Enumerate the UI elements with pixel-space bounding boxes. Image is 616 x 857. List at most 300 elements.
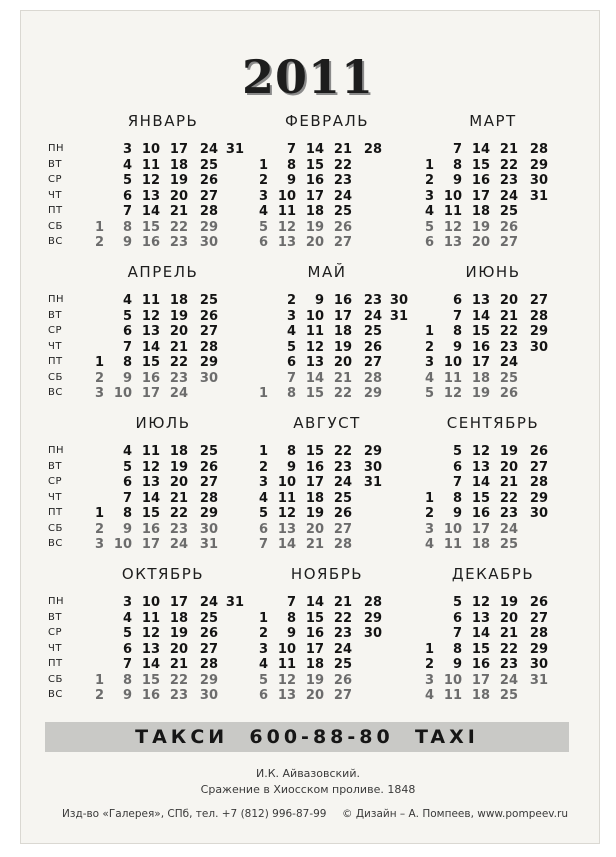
day-number: 22 xyxy=(499,641,518,657)
day-number: 13 xyxy=(277,235,296,250)
day-number: 20 xyxy=(305,521,324,537)
day-number: 10 xyxy=(141,595,160,610)
day-number: 20 xyxy=(169,641,188,657)
day-number: 9 xyxy=(452,506,462,521)
day-number: 17 xyxy=(169,142,188,157)
day-number: 9 xyxy=(452,657,462,672)
day-number: 6 xyxy=(122,641,132,657)
week-row xyxy=(378,293,568,309)
day-number: 14 xyxy=(305,595,324,610)
day-number: 11 xyxy=(277,204,296,219)
day-label: ЧТ xyxy=(48,491,62,503)
week-row xyxy=(212,491,402,507)
week-row xyxy=(378,340,568,356)
week-row xyxy=(378,657,568,673)
day-number: 10 xyxy=(141,142,160,157)
day-number: 12 xyxy=(277,219,296,235)
day-number: 29 xyxy=(199,355,218,370)
day-label: СБ xyxy=(48,371,63,383)
day-number: 17 xyxy=(471,521,490,537)
day-number: 18 xyxy=(305,204,324,219)
day-number: 7 xyxy=(258,537,268,552)
day-number: 10 xyxy=(277,188,296,204)
month-name: АПРЕЛЬ xyxy=(127,263,199,281)
day-number: 28 xyxy=(199,204,218,219)
day-number: 9 xyxy=(452,173,462,188)
day-number: 7 xyxy=(452,475,462,490)
month-4 xyxy=(48,263,228,403)
day-number: 15 xyxy=(141,506,160,521)
day-number: 17 xyxy=(333,308,352,324)
month-7 xyxy=(48,414,228,554)
day-number: 18 xyxy=(333,324,352,339)
day-number: 9 xyxy=(452,339,462,355)
day-label: ВС xyxy=(48,538,63,549)
month-3 xyxy=(378,112,558,252)
day-number: 14 xyxy=(141,204,160,219)
day-number: 15 xyxy=(471,157,490,173)
day-number: 8 xyxy=(452,641,462,657)
day-number: 5 xyxy=(122,626,132,641)
day-number: 14 xyxy=(141,490,160,506)
week-row xyxy=(212,308,408,325)
day-number: 26 xyxy=(333,219,352,235)
day-number: 2 xyxy=(258,173,268,188)
day-number: 20 xyxy=(169,188,188,204)
day-number: 9 xyxy=(286,173,296,188)
day-number: 4 xyxy=(424,688,434,703)
day-number: 24 xyxy=(499,355,518,370)
day-number: 28 xyxy=(529,308,548,324)
week-row xyxy=(48,204,238,220)
day-number: 7 xyxy=(122,657,132,672)
day-number: 4 xyxy=(122,293,132,308)
day-number: 21 xyxy=(333,370,352,386)
day-number: 7 xyxy=(286,595,296,610)
day-number: 11 xyxy=(443,537,462,552)
day-number: 24 xyxy=(169,386,188,401)
week-row xyxy=(212,444,402,460)
day-number: 10 xyxy=(113,386,132,401)
day-number: 3 xyxy=(424,672,434,688)
week-row xyxy=(48,220,238,236)
day-number: 16 xyxy=(141,370,160,386)
day-number: 15 xyxy=(141,355,160,370)
day-label: ЧТ xyxy=(48,340,62,352)
day-number: 5 xyxy=(258,219,268,235)
week-row xyxy=(212,595,402,611)
day-number: 23 xyxy=(169,370,188,386)
week-row xyxy=(48,642,238,658)
day-number: 23 xyxy=(169,688,188,703)
day-number: 14 xyxy=(141,339,160,355)
day-number: 19 xyxy=(169,308,188,324)
day-number: 23 xyxy=(499,657,518,672)
day-number: 30 xyxy=(529,173,548,188)
week-row xyxy=(378,309,568,325)
day-number: 6 xyxy=(424,235,434,250)
day-number: 3 xyxy=(258,475,268,490)
day-number: 26 xyxy=(529,444,548,459)
day-label: ПН xyxy=(48,294,65,305)
day-number: 31 xyxy=(225,595,244,610)
day-number: 19 xyxy=(499,444,518,459)
day-number: 4 xyxy=(258,204,268,219)
day-number: 18 xyxy=(169,293,188,308)
week-row xyxy=(378,173,568,189)
day-number: 12 xyxy=(141,626,160,641)
day-number: 10 xyxy=(277,475,296,490)
day-number: 23 xyxy=(333,459,352,475)
week-row xyxy=(212,340,402,356)
day-number: 3 xyxy=(122,142,132,157)
week-row xyxy=(212,460,402,476)
day-number: 26 xyxy=(199,459,218,475)
day-number: 13 xyxy=(443,235,462,250)
day-number: 22 xyxy=(169,219,188,235)
day-number: 21 xyxy=(499,308,518,324)
month-name: НОЯБРЬ xyxy=(290,565,364,583)
day-number: 27 xyxy=(333,521,352,537)
day-number: 16 xyxy=(333,293,352,308)
day-number: 11 xyxy=(443,370,462,386)
day-number: 11 xyxy=(141,293,160,308)
day-number: 30 xyxy=(389,293,408,308)
day-number: 16 xyxy=(141,235,160,250)
day-number: 13 xyxy=(305,355,324,370)
week-row xyxy=(212,220,402,236)
week-row xyxy=(212,626,402,642)
day-number: 5 xyxy=(452,595,462,610)
day-number: 20 xyxy=(499,293,518,308)
day-number: 9 xyxy=(286,459,296,475)
day-number: 10 xyxy=(443,188,462,204)
day-number: 6 xyxy=(286,355,296,370)
week-row xyxy=(378,355,568,371)
week-row xyxy=(212,173,402,189)
day-number: 31 xyxy=(199,537,218,552)
month-name: ИЮЛЬ xyxy=(135,414,191,432)
week-row xyxy=(48,235,238,251)
day-number: 10 xyxy=(443,355,462,370)
day-number: 6 xyxy=(452,293,462,308)
month-name: СЕНТЯБРЬ xyxy=(446,414,540,432)
week-row xyxy=(378,220,568,236)
day-number: 29 xyxy=(199,506,218,521)
day-number: 1 xyxy=(94,355,104,370)
day-number: 29 xyxy=(199,219,218,235)
day-number: 25 xyxy=(499,537,518,552)
week-row xyxy=(378,324,568,340)
day-number: 15 xyxy=(141,219,160,235)
day-label: ЧТ xyxy=(48,642,62,654)
day-number: 10 xyxy=(277,641,296,657)
day-number: 1 xyxy=(258,386,268,401)
day-number: 11 xyxy=(141,610,160,626)
day-number: 27 xyxy=(199,324,218,339)
week-row xyxy=(48,309,238,325)
day-number: 6 xyxy=(258,521,268,537)
day-number: 10 xyxy=(443,521,462,537)
day-number: 17 xyxy=(141,386,160,401)
day-number: 30 xyxy=(529,339,548,355)
day-number: 18 xyxy=(471,537,490,552)
day-label: ПН xyxy=(48,596,65,607)
week-row xyxy=(212,657,402,673)
week-row xyxy=(212,522,402,538)
day-number: 6 xyxy=(452,459,462,475)
day-number: 21 xyxy=(333,595,352,610)
day-number: 5 xyxy=(258,672,268,688)
day-number: 10 xyxy=(305,308,324,324)
day-number: 10 xyxy=(443,672,462,688)
day-number: 8 xyxy=(122,672,132,688)
day-number: 3 xyxy=(286,308,296,324)
week-row xyxy=(48,142,244,158)
day-label: СР xyxy=(48,325,63,336)
day-number: 11 xyxy=(305,324,324,339)
day-number: 24 xyxy=(499,521,518,537)
day-number: 9 xyxy=(122,688,132,703)
day-number: 23 xyxy=(169,521,188,537)
day-number: 22 xyxy=(333,157,352,173)
week-row xyxy=(378,522,568,538)
day-number: 22 xyxy=(499,490,518,506)
day-number: 7 xyxy=(452,142,462,157)
day-number: 15 xyxy=(305,157,324,173)
day-number: 27 xyxy=(529,293,548,308)
day-number: 23 xyxy=(169,235,188,250)
day-number: 12 xyxy=(443,386,462,401)
day-number: 31 xyxy=(529,188,548,204)
day-number: 16 xyxy=(141,521,160,537)
week-row xyxy=(378,142,568,158)
day-number: 29 xyxy=(529,157,548,173)
day-number: 28 xyxy=(199,490,218,506)
day-number: 12 xyxy=(471,595,490,610)
day-number: 15 xyxy=(305,610,324,626)
day-label: ПН xyxy=(48,445,65,456)
day-number: 4 xyxy=(258,657,268,672)
day-number: 12 xyxy=(141,459,160,475)
day-number: 7 xyxy=(452,626,462,641)
week-row xyxy=(48,371,238,387)
day-number: 27 xyxy=(363,355,382,370)
week-row xyxy=(48,491,238,507)
day-number: 19 xyxy=(305,506,324,521)
day-number: 30 xyxy=(529,506,548,521)
day-number: 31 xyxy=(389,308,408,324)
day-number: 1 xyxy=(94,672,104,688)
day-number: 29 xyxy=(529,324,548,339)
week-row xyxy=(212,355,402,371)
day-number: 8 xyxy=(122,506,132,521)
day-number: 27 xyxy=(333,688,352,703)
day-number: 18 xyxy=(471,204,490,219)
day-number: 25 xyxy=(333,490,352,506)
day-number: 31 xyxy=(225,142,244,157)
day-number: 17 xyxy=(141,537,160,552)
day-number: 3 xyxy=(258,641,268,657)
week-row xyxy=(378,642,568,658)
day-number: 18 xyxy=(305,490,324,506)
day-number: 13 xyxy=(471,610,490,626)
month-11 xyxy=(212,565,392,705)
day-number: 28 xyxy=(363,142,382,157)
painting-title: Сражение в Хиосском проливе. 1848 xyxy=(200,783,416,796)
day-number: 28 xyxy=(363,595,382,610)
month-1 xyxy=(48,112,244,252)
day-number: 13 xyxy=(141,324,160,339)
day-number: 11 xyxy=(277,490,296,506)
week-row xyxy=(48,626,238,642)
week-row xyxy=(212,371,402,387)
day-number: 9 xyxy=(314,293,324,308)
day-label: ВС xyxy=(48,387,63,398)
day-number: 27 xyxy=(529,459,548,475)
day-number: 16 xyxy=(305,173,324,188)
day-number: 17 xyxy=(305,475,324,490)
day-number: 5 xyxy=(122,459,132,475)
week-row xyxy=(212,537,402,553)
day-number: 7 xyxy=(286,142,296,157)
day-number: 5 xyxy=(286,339,296,355)
day-number: 3 xyxy=(94,537,104,552)
day-number: 23 xyxy=(499,339,518,355)
month-name: МАЙ xyxy=(307,263,347,281)
week-row xyxy=(212,386,402,402)
day-number: 29 xyxy=(199,672,218,688)
day-number: 14 xyxy=(277,537,296,552)
day-number: 28 xyxy=(199,339,218,355)
day-number: 29 xyxy=(363,444,382,459)
day-number: 27 xyxy=(499,235,518,250)
week-row xyxy=(212,324,402,340)
day-number: 7 xyxy=(122,204,132,219)
month-name: ФЕВРАЛЬ xyxy=(284,112,370,130)
day-number: 19 xyxy=(471,386,490,401)
day-number: 1 xyxy=(94,506,104,521)
month-name: МАРТ xyxy=(469,112,517,130)
month-9 xyxy=(378,414,558,554)
week-row xyxy=(212,158,402,174)
day-number: 17 xyxy=(169,595,188,610)
day-number: 14 xyxy=(471,626,490,641)
day-number: 26 xyxy=(333,672,352,688)
day-number: 28 xyxy=(529,626,548,641)
week-row xyxy=(48,444,238,460)
day-number: 24 xyxy=(333,188,352,204)
day-number: 30 xyxy=(199,370,218,386)
week-row xyxy=(378,371,568,387)
day-label: ПТ xyxy=(48,205,63,216)
day-number: 11 xyxy=(443,688,462,703)
day-number: 28 xyxy=(199,657,218,672)
day-number: 5 xyxy=(424,386,434,401)
day-number: 26 xyxy=(499,386,518,401)
week-row xyxy=(378,673,568,689)
day-number: 25 xyxy=(199,444,218,459)
day-number: 8 xyxy=(452,324,462,339)
week-row xyxy=(48,657,238,673)
day-number: 2 xyxy=(94,521,104,537)
day-number: 26 xyxy=(333,506,352,521)
day-label: ВТ xyxy=(48,611,62,623)
month-8 xyxy=(212,414,392,554)
month-12 xyxy=(378,565,558,705)
day-number: 6 xyxy=(258,235,268,250)
day-number: 25 xyxy=(499,204,518,219)
day-number: 6 xyxy=(122,475,132,490)
day-number: 20 xyxy=(499,610,518,626)
month-name: АВГУСТ xyxy=(293,414,361,432)
day-number: 19 xyxy=(499,595,518,610)
day-number: 25 xyxy=(199,610,218,626)
week-row xyxy=(48,475,238,491)
day-label: СР xyxy=(48,174,63,185)
day-number: 24 xyxy=(199,142,218,157)
day-number: 17 xyxy=(471,188,490,204)
day-number: 2 xyxy=(94,688,104,703)
week-row xyxy=(48,673,238,689)
day-number: 16 xyxy=(471,657,490,672)
day-number: 20 xyxy=(333,355,352,370)
day-label: ВТ xyxy=(48,158,62,170)
day-number: 3 xyxy=(424,355,434,370)
day-number: 9 xyxy=(286,626,296,641)
week-row xyxy=(212,611,402,627)
day-number: 11 xyxy=(443,204,462,219)
day-number: 26 xyxy=(529,595,548,610)
day-number: 25 xyxy=(499,370,518,386)
day-number: 2 xyxy=(258,626,268,641)
day-number: 12 xyxy=(277,672,296,688)
day-number: 17 xyxy=(305,188,324,204)
day-number: 5 xyxy=(258,506,268,521)
day-number: 14 xyxy=(305,142,324,157)
day-number: 16 xyxy=(471,506,490,521)
day-number: 16 xyxy=(141,688,160,703)
day-number: 4 xyxy=(424,204,434,219)
day-number: 29 xyxy=(363,610,382,626)
day-number: 6 xyxy=(258,688,268,703)
week-row xyxy=(212,673,402,689)
day-number: 8 xyxy=(286,386,296,401)
week-row xyxy=(378,158,568,174)
month-5 xyxy=(212,263,408,403)
day-label: ПТ xyxy=(48,356,63,367)
day-number: 19 xyxy=(169,173,188,188)
day-number: 8 xyxy=(286,610,296,626)
day-number: 18 xyxy=(471,370,490,386)
day-label: СБ xyxy=(48,220,63,232)
day-label: СБ xyxy=(48,522,63,534)
day-number: 24 xyxy=(333,475,352,490)
day-number: 14 xyxy=(471,308,490,324)
day-number: 11 xyxy=(141,157,160,173)
day-number: 30 xyxy=(363,459,382,475)
day-number: 31 xyxy=(529,672,548,688)
day-number: 19 xyxy=(471,219,490,235)
day-number: 20 xyxy=(471,235,490,250)
day-number: 8 xyxy=(286,444,296,459)
day-number: 9 xyxy=(122,235,132,250)
week-row xyxy=(48,506,238,522)
day-number: 22 xyxy=(169,355,188,370)
day-number: 21 xyxy=(169,490,188,506)
day-number: 22 xyxy=(499,324,518,339)
day-number: 21 xyxy=(333,142,352,157)
